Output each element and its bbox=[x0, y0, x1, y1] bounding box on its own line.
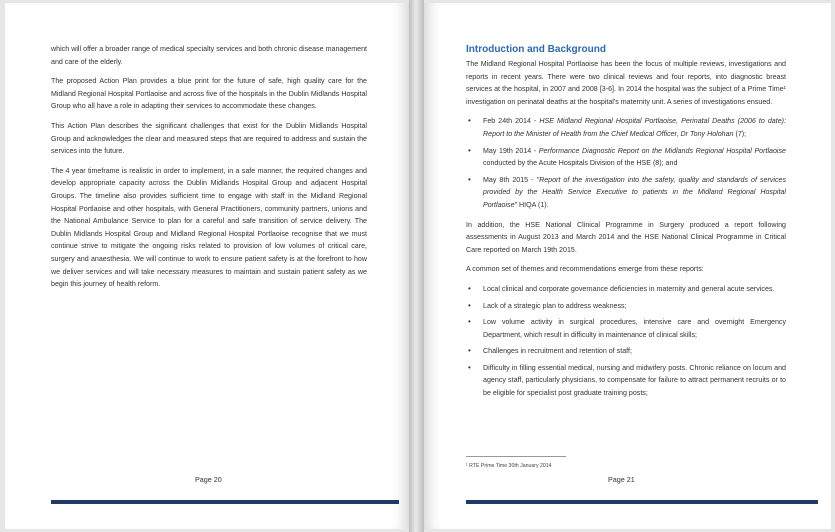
right-page-body bbox=[466, 43, 786, 407]
left-page-body bbox=[51, 43, 367, 298]
report-date: May 8th 2015 bbox=[483, 175, 529, 184]
page-number: Page 21 bbox=[608, 475, 635, 484]
footnote-rule bbox=[466, 456, 566, 457]
right-page bbox=[424, 3, 831, 529]
body-paragraph: The 4 year timeframe is realistic in order to implement, in a safe manner, the required changes and develop appropriate capacity across the Dublin Midlands Hospital Group and adjacent Hospital Groups. The timeline also provides sufficient time to engage with staff in the Midland Regional Hospital Portlaoise and other hospitals, with General Practitioners, community partners, unions and the National Ambulance Service to plan for a careful and safe transition of service delivery. The Dublin Midlands Hospital Group and Midland Regional Hospital Portlaoise recognise that we must continue strive to mitigate the ongoing risks related to provision of low volumes of critical care, surgery and anaesthesia. We will continue to work to ensure patient safety is at the forefront to how we deliver services and will take necessary measures to maintain and sustain patient safety as we begin this journey of health reform. bbox=[51, 166, 367, 289]
reports-list bbox=[466, 115, 786, 211]
report-title: Performance Diagnostic Report on the Midlands Regional Hospital Portlaoise bbox=[538, 146, 786, 155]
book-gutter bbox=[409, 0, 424, 532]
body-paragraph: A common set of themes and recommendations emerge from these reports: bbox=[466, 265, 704, 274]
report-date: May 19th 2014 bbox=[483, 146, 532, 155]
theme-item: • Difficulty in filling essential medical, nursing and midwifery posts. Chronic reliance on locum and agency staff, particularly physicians, to compensate for failure to attract permanent recruits or to be eligible for specialist post graduate training posts; bbox=[466, 362, 786, 400]
report-title: HSE Midland Regional Hospital Portlaoise, Perinatal Deaths (2006 to date): Report to the Minister of Health from the Chief Medical Officer, Dr Tony Holohan bbox=[483, 117, 786, 138]
report-item: • Feb 24th 2014 - HSE Midland Regional Hospital Portlaoise, Perinatal Deaths (2006 to date): Report to the Minister of Health from the Chief Medical Officer, Dr Tony Holohan (7); bbox=[466, 115, 786, 140]
theme-item: • Low volume activity in surgical procedures, intensive care and overnight Emergency Department, which result in difficulty in maintenance of clinical skills; bbox=[466, 316, 786, 341]
footer-bar bbox=[466, 500, 818, 504]
theme-item: • Local clinical and corporate governance deficiencies in maternity and general acute services. bbox=[466, 283, 786, 296]
report-item: • May 19th 2014 - Performance Diagnostic Report on the Midlands Regional Hospital Portlaoise conducted by the Acute Hospitals Division of the HSE (8); and bbox=[466, 145, 786, 170]
left-page bbox=[5, 3, 409, 529]
body-paragraph: The proposed Action Plan provides a blue print for the future of safe, high quality care for the Midland Regional Hospital Portlaoise and across five of the hospitals in the Dublin Midlands Hospital Group who all have a role in adapting their services to accommodate these changes. bbox=[51, 77, 367, 111]
footer-bar bbox=[51, 500, 399, 504]
theme-item: • Lack of a strategic plan to address weakness; bbox=[466, 300, 786, 313]
intro-paragraph: The Midland Regional Hospital Portlaoise has been the focus of multiple reviews, investigations and reports in recent years. There were two clinical reviews and four reports, into diagnostic breast services at the hospital, in 2007 and 2008 [3-6]. In 2014 the hospital was the subject of a Prime Time¹ investigation on perinatal deaths at the hospital's maternity unit. A series of investigations ensued. bbox=[466, 60, 786, 106]
section-heading: Introduction and Background bbox=[466, 44, 606, 55]
body-paragraph: In addition, the HSE National Clinical Programme in Surgery produced a report following assessments in August 2013 and March 2014 and the HSE National Clinical Programme in Critical Care reported on March 19th 2015. bbox=[466, 220, 786, 254]
report-title: "Report of the investigation into the safety, quality and standards of services provided by the Health Service Executive to patients in the Midland Regional Hospital Portlaoise" bbox=[483, 175, 786, 209]
footnote: ¹ RTE Prime Time 30th January 2014 bbox=[466, 463, 552, 469]
theme-item: • Challenges in recruitment and retention of staff; bbox=[466, 345, 786, 358]
body-paragraph: This Action Plan describes the significant challenges that exist for the Dublin Midlands Hospital Group and acknowledges the clear and measured steps that are required to address and sustain the services into the future. bbox=[51, 121, 367, 156]
report-date: Feb 24th 2014 bbox=[483, 117, 531, 126]
body-paragraph: which will offer a broader range of medical specialty services and both chronic disease management and care of the elderly. bbox=[51, 45, 367, 66]
page-number: Page 20 bbox=[195, 475, 222, 484]
themes-list bbox=[466, 283, 786, 400]
report-item: • May 8th 2015 - "Report of the investigation into the safety, quality and standards of services provided by the Health Service Executive to patients in the Midland Regional Hospital Portlaoise" HIQA (1). bbox=[466, 174, 786, 212]
